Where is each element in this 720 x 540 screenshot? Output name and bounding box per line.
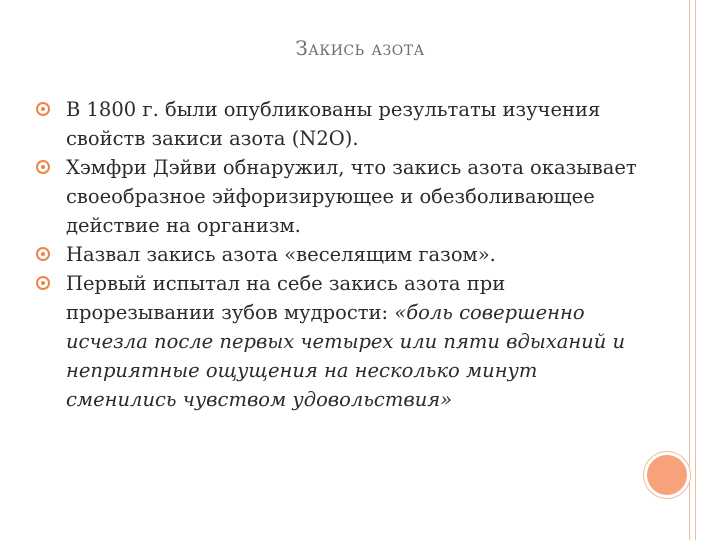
decorative-circle: [644, 452, 690, 498]
list-item: [36, 95, 646, 153]
bullet-text: В 1800 г. были опубликованы результаты изучения свойств закиси азота (N2O).: [66, 98, 601, 150]
list-item: [36, 269, 646, 414]
bullet-text: Хэмфри Дэйви обнаружил, что закись азота оказывает своеобразное эйфоризирующее и обезболивающее действие на организм.: [66, 156, 637, 237]
list-item: [36, 240, 646, 269]
gear-icon: [36, 160, 50, 174]
bullet-text: Первый испытал на себе закись азота при прорезывании зубов мудрости:: [66, 272, 506, 324]
bullet-quote: «боль совершенно исчезла после первых четырех или пяти вдыханий и неприятные ощущения на несколько минут сменились чувством удовольствия»: [66, 301, 626, 411]
gear-icon: [36, 102, 50, 116]
list-item: [36, 153, 646, 240]
gear-icon: [36, 247, 50, 261]
bullet-text: Назвал закись азота «веселящим газом».: [66, 243, 496, 266]
frame-line-inner: [689, 0, 690, 540]
frame-line-outer: [695, 0, 696, 540]
bullet-list: [36, 95, 646, 414]
gear-icon: [36, 276, 50, 290]
slide-title: Закись азота: [295, 36, 425, 60]
